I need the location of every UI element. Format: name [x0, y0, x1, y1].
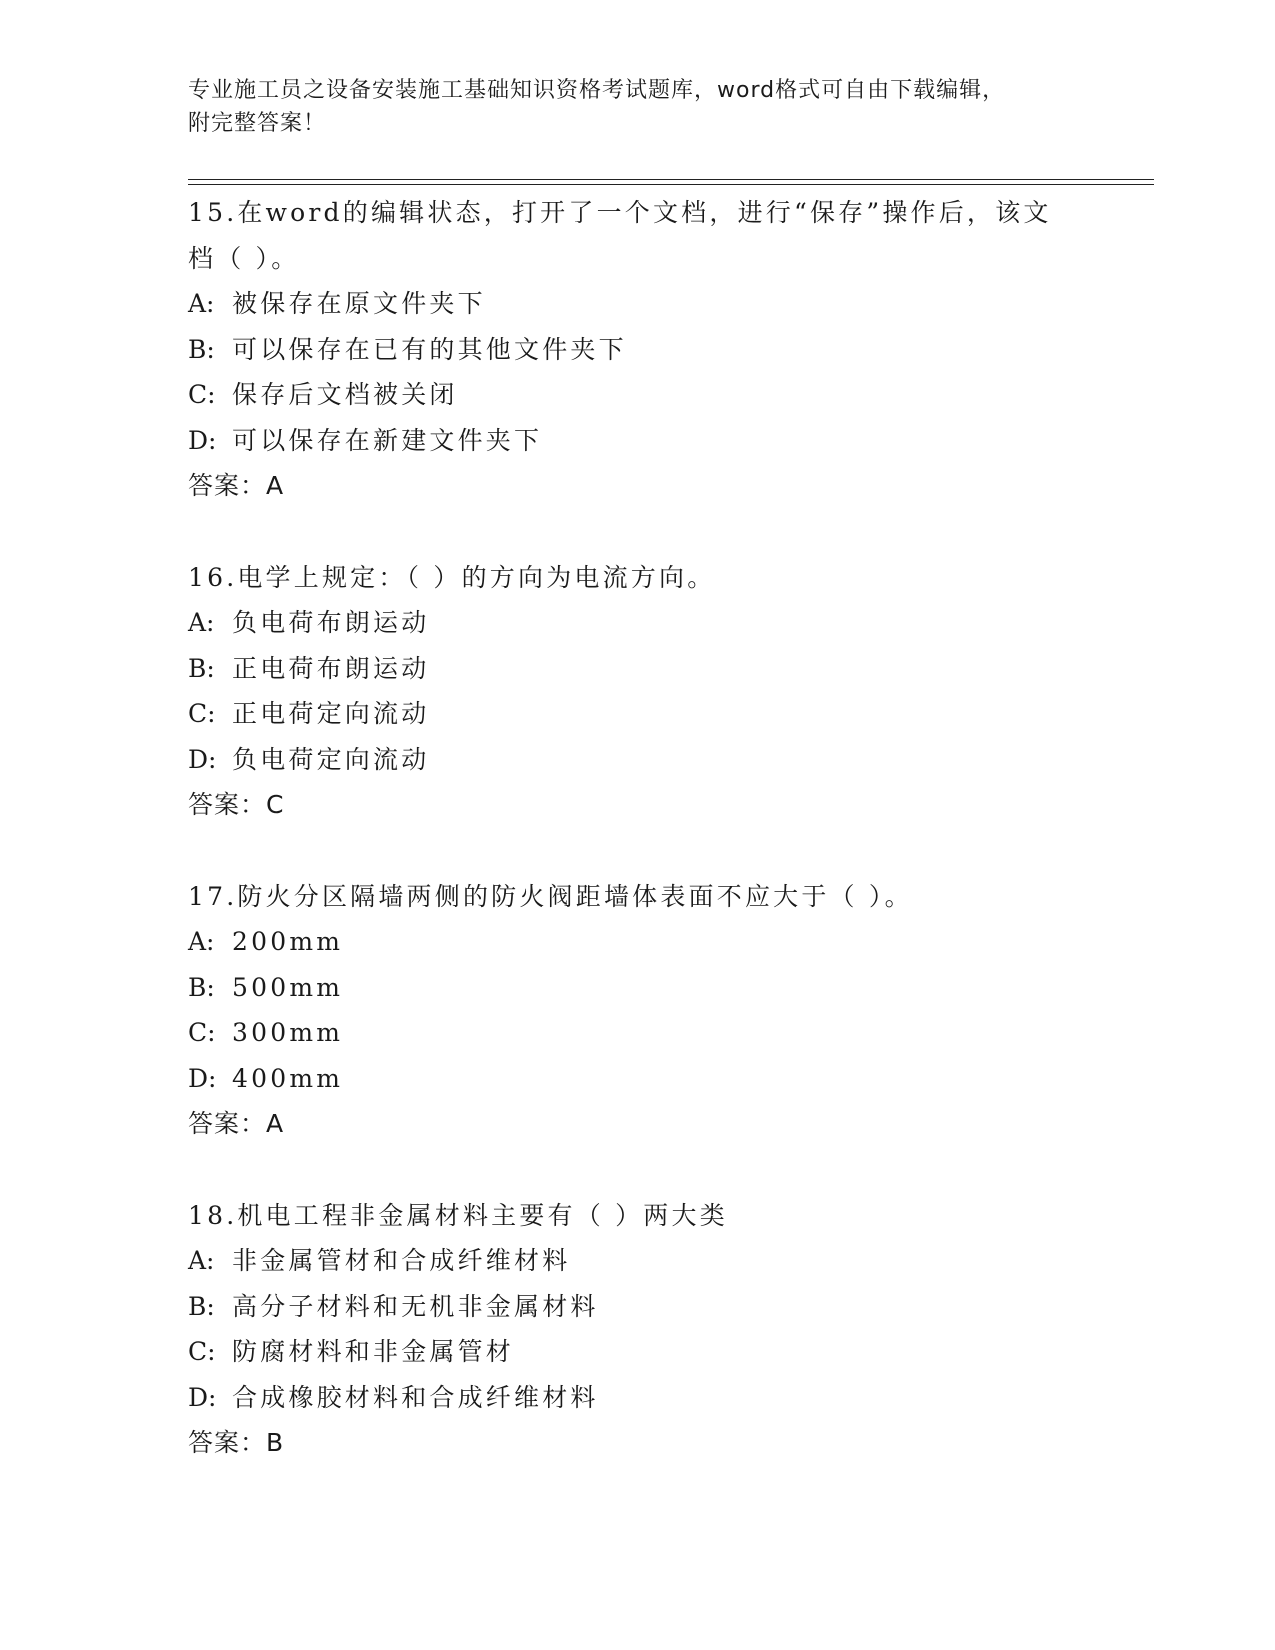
- option-letter: B:: [188, 1291, 215, 1321]
- option-d: [188, 1375, 1088, 1421]
- option-d: [188, 1056, 1088, 1102]
- option-text: 可以保存在新建文件夹下: [232, 425, 543, 455]
- option-text: 500mm: [232, 972, 344, 1002]
- option-letter: A:: [188, 927, 215, 956]
- question-text: [188, 555, 1068, 601]
- option-text: 负电荷定向流动: [232, 744, 430, 774]
- option-a: [188, 281, 1088, 327]
- question-text: [188, 190, 1068, 281]
- option-c: [188, 1010, 1088, 1056]
- option-d: [188, 737, 1088, 783]
- option-text: 高分子材料和无机非金属材料: [232, 1291, 599, 1321]
- option-text: 防腐材料和非金属管材: [232, 1337, 515, 1366]
- option-d: [188, 418, 1088, 464]
- answer-label: 答案：: [188, 1428, 267, 1457]
- option-text: 非金属管材和合成纤维材料: [232, 1246, 571, 1275]
- answer-line: [188, 782, 1088, 828]
- question-text: [188, 1193, 1068, 1239]
- header-line-2: 附完整答案！: [188, 111, 327, 136]
- option-letter: A:: [188, 289, 215, 318]
- answer-value: A: [266, 471, 285, 500]
- option-b: [188, 646, 1088, 692]
- option-b: [188, 965, 1088, 1011]
- option-text: 300mm: [232, 1018, 344, 1047]
- question-16: [188, 555, 1088, 828]
- option-text: 保存后文档被关闭: [232, 380, 458, 409]
- answer-line: [188, 463, 1088, 509]
- question-body: 防火分区隔墙两侧的防火阀距墙体表面不应大于（ ）。: [237, 881, 913, 911]
- question-number: 15.: [188, 198, 238, 227]
- option-letter: A:: [188, 1246, 215, 1275]
- question-18: [188, 1193, 1088, 1466]
- option-c: [188, 1329, 1088, 1375]
- option-text: 正电荷定向流动: [232, 699, 430, 728]
- option-letter: B:: [188, 653, 215, 683]
- answer-line: [188, 1101, 1088, 1147]
- option-text: 400mm: [232, 1063, 344, 1093]
- option-text: 合成橡胶材料和合成纤维材料: [232, 1382, 599, 1412]
- option-letter: D:: [188, 744, 217, 774]
- option-a: [188, 1238, 1088, 1284]
- option-letter: C:: [188, 1337, 216, 1366]
- option-letter: C:: [188, 380, 216, 409]
- document-header: [188, 74, 1088, 140]
- answer-line: [188, 1420, 1088, 1466]
- question-body: 在word的编辑状态，打开了一个文档，进行“保存”操作后，该文档（ ）。: [188, 198, 1052, 273]
- question-list: [188, 190, 1088, 1512]
- answer-value: C: [266, 790, 285, 819]
- question-15: [188, 190, 1088, 509]
- option-c: [188, 691, 1088, 737]
- option-letter: B:: [188, 334, 215, 364]
- question-number: 16.: [188, 562, 238, 592]
- option-b: [188, 1284, 1088, 1330]
- question-17: [188, 874, 1088, 1147]
- answer-value: B: [266, 1428, 285, 1457]
- answer-label: 答案：: [188, 790, 267, 819]
- question-number: 17.: [188, 881, 238, 911]
- option-letter: A:: [188, 608, 215, 637]
- question-number: 18.: [188, 1200, 238, 1230]
- answer-label: 答案：: [188, 471, 267, 500]
- question-body: 机电工程非金属材料主要有（ ）两大类: [237, 1200, 728, 1230]
- header-divider-top: [188, 179, 1154, 180]
- option-text: 200mm: [232, 927, 344, 956]
- option-letter: D:: [188, 1063, 217, 1093]
- option-letter: C:: [188, 1018, 216, 1047]
- question-body: 电学上规定：（ ）的方向为电流方向。: [237, 562, 716, 592]
- option-letter: C:: [188, 699, 216, 728]
- answer-label: 答案：: [188, 1109, 267, 1138]
- option-c: [188, 372, 1088, 418]
- option-text: 可以保存在已有的其他文件夹下: [232, 334, 627, 364]
- option-b: [188, 327, 1088, 373]
- option-a: [188, 600, 1088, 646]
- header-divider-bottom: [188, 184, 1154, 185]
- option-text: 负电荷布朗运动: [232, 608, 430, 637]
- answer-value: A: [266, 1109, 285, 1138]
- option-text: 被保存在原文件夹下: [232, 289, 486, 318]
- option-letter: D:: [188, 1382, 217, 1412]
- option-letter: D:: [188, 425, 217, 455]
- question-text: [188, 874, 1068, 920]
- option-text: 正电荷布朗运动: [232, 653, 430, 683]
- option-letter: B:: [188, 972, 215, 1002]
- header-line-1: 专业施工员之设备安装施工基础知识资格考试题库，word格式可自由下载编辑，: [188, 78, 1006, 103]
- option-a: [188, 919, 1088, 965]
